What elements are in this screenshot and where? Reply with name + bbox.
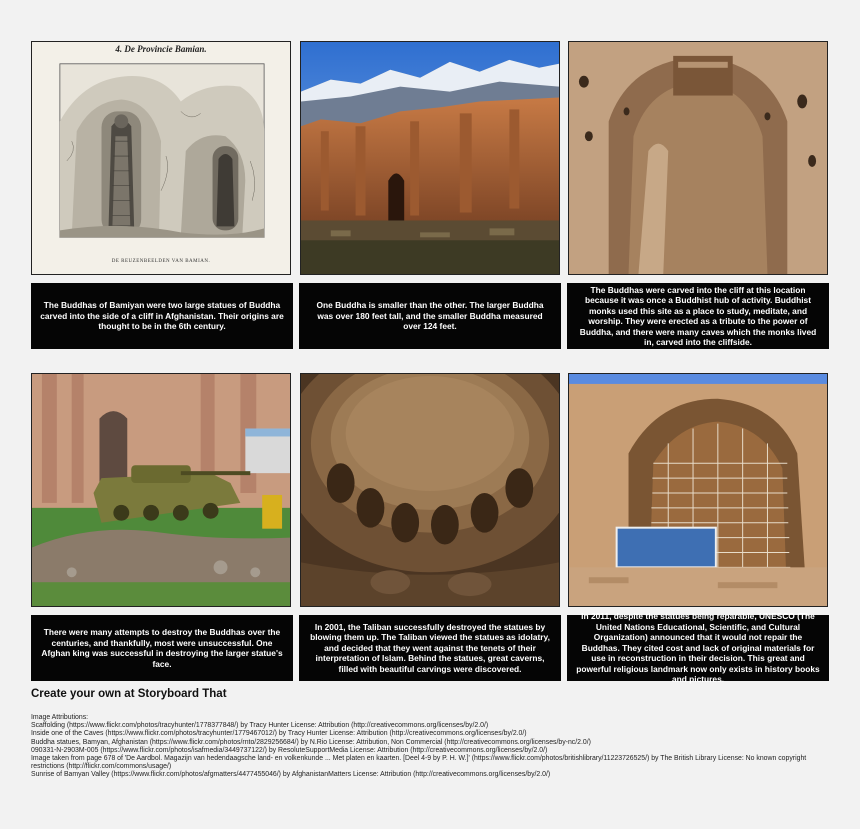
attribution-line: 090331-N-2903M-005 (https://www.flickr.com/photos/isafmedia/3449737122/) by ResoluteSupportMedia License: Attribution (http://creativecommons.org/licenses/by/2.0/) — [31, 746, 548, 754]
panel-1-image — [31, 41, 291, 275]
panel-6-image — [568, 373, 828, 607]
attributions-heading: Image Attributions: — [31, 714, 89, 721]
panel-5-caption: In 2001, the Taliban successfully destroyed the statues by blowing them up. The Taliban viewed the statues as idolatry, and decided that they went against the tenets of their interpretation of Islam. Behind the statues, great caverns, filled with beautiful carvings were discovered. — [299, 615, 561, 681]
panel-2-image — [300, 41, 560, 275]
attribution-line: Image taken from page 678 of 'De Aardbol. Magazijn van hedendaagsche land- en volkenkunde ... Met platen en kaarten. [Deel 4-9 by P. H. W.]' (https://www.flickr.com/photos/britishlibrary/11223726525/) by The British Library License: No known copyright restrictions (http://flickr.com/commons/usage/) — [31, 755, 807, 771]
cave-dome-photo — [301, 374, 559, 606]
scaffolding-photo — [569, 374, 827, 606]
panel-6-caption: In 2011, despite the statues being reparable, UNESCO (The United Nations Educational, Scientific, and Cultural Organization) announced that it would not repair the Buddhas. They cited cost and lack of original materials for use in reconstruction in their decision. This great and powerful religious landmark now only exists in history books and pictures. — [567, 615, 829, 681]
panel-3-caption: The Buddhas were carved into the cliff at this location because it was once a Buddhist hub of activity. Buddhist monks used this site as a place to study, meditate, and worship. They were erected as a tribute to the power of Buddha, and there were many caves which the monks lived in, carved into the cliffside. — [567, 283, 829, 349]
panel-4-caption: There were many attempts to destroy the Buddhas over the centuries, and thankfully, most were unsuccessful. One Afghan king was successful in destroying the larger statue's face. — [31, 615, 293, 681]
panel-5-image — [300, 373, 560, 607]
attribution-line: Inside one of the Caves (https://www.flickr.com/photos/tracyhunter/1779467012/) by Tracy Hunter License: Attribution (http://creativecommons.org/licenses/by/2.0/) — [31, 730, 527, 738]
niche-photo — [569, 42, 827, 274]
storyboard-that-link[interactable]: Create your own at Storyboard That — [31, 688, 227, 700]
panel-1-caption: The Buddhas of Bamiyan were two large statues of Buddha carved into the side of a cliff in Afghanistan. Their origins are thought to be in the 6th century. — [31, 283, 293, 349]
panel-2-caption: One Buddha is smaller than the other. The larger Buddha was over 180 feet tall, and the smaller Buddha measured over 124 feet. — [299, 283, 561, 349]
engraving-title: 4. De Provincie Bamian. — [115, 44, 207, 54]
panel-3-image — [568, 41, 828, 275]
engraving-caption: DE REUZENBEELDEN VAN BAMIAN. — [111, 259, 211, 264]
attribution-line: Sunrise of Bamyan Valley (https://www.flickr.com/photos/afgmatters/4477455046/) by AfghanistanMatters License: Attribution (http://creativecommons.org/licenses/by/2.0/) — [31, 771, 551, 779]
valley-photo — [301, 42, 559, 274]
attribution-line: Buddha statues, Bamyan, Afghanistan (https://www.flickr.com/photos/rnto/2829256684/) by N.Rio License: Attribution, Non Commercial (http://creativecommons.org/licenses/by-nc/2.0/) — [31, 738, 591, 746]
panel-4-image — [31, 373, 291, 607]
image-attributions — [31, 714, 831, 780]
attribution-line: Scaffolding (https://www.flickr.com/photos/tracyhunter/1778377848/) by Tracy Hunter License: Attribution (http://creativecommons.org/licenses/by/2.0/) — [31, 722, 489, 730]
engraving-illustration — [32, 42, 290, 274]
tank-photo — [32, 374, 290, 606]
